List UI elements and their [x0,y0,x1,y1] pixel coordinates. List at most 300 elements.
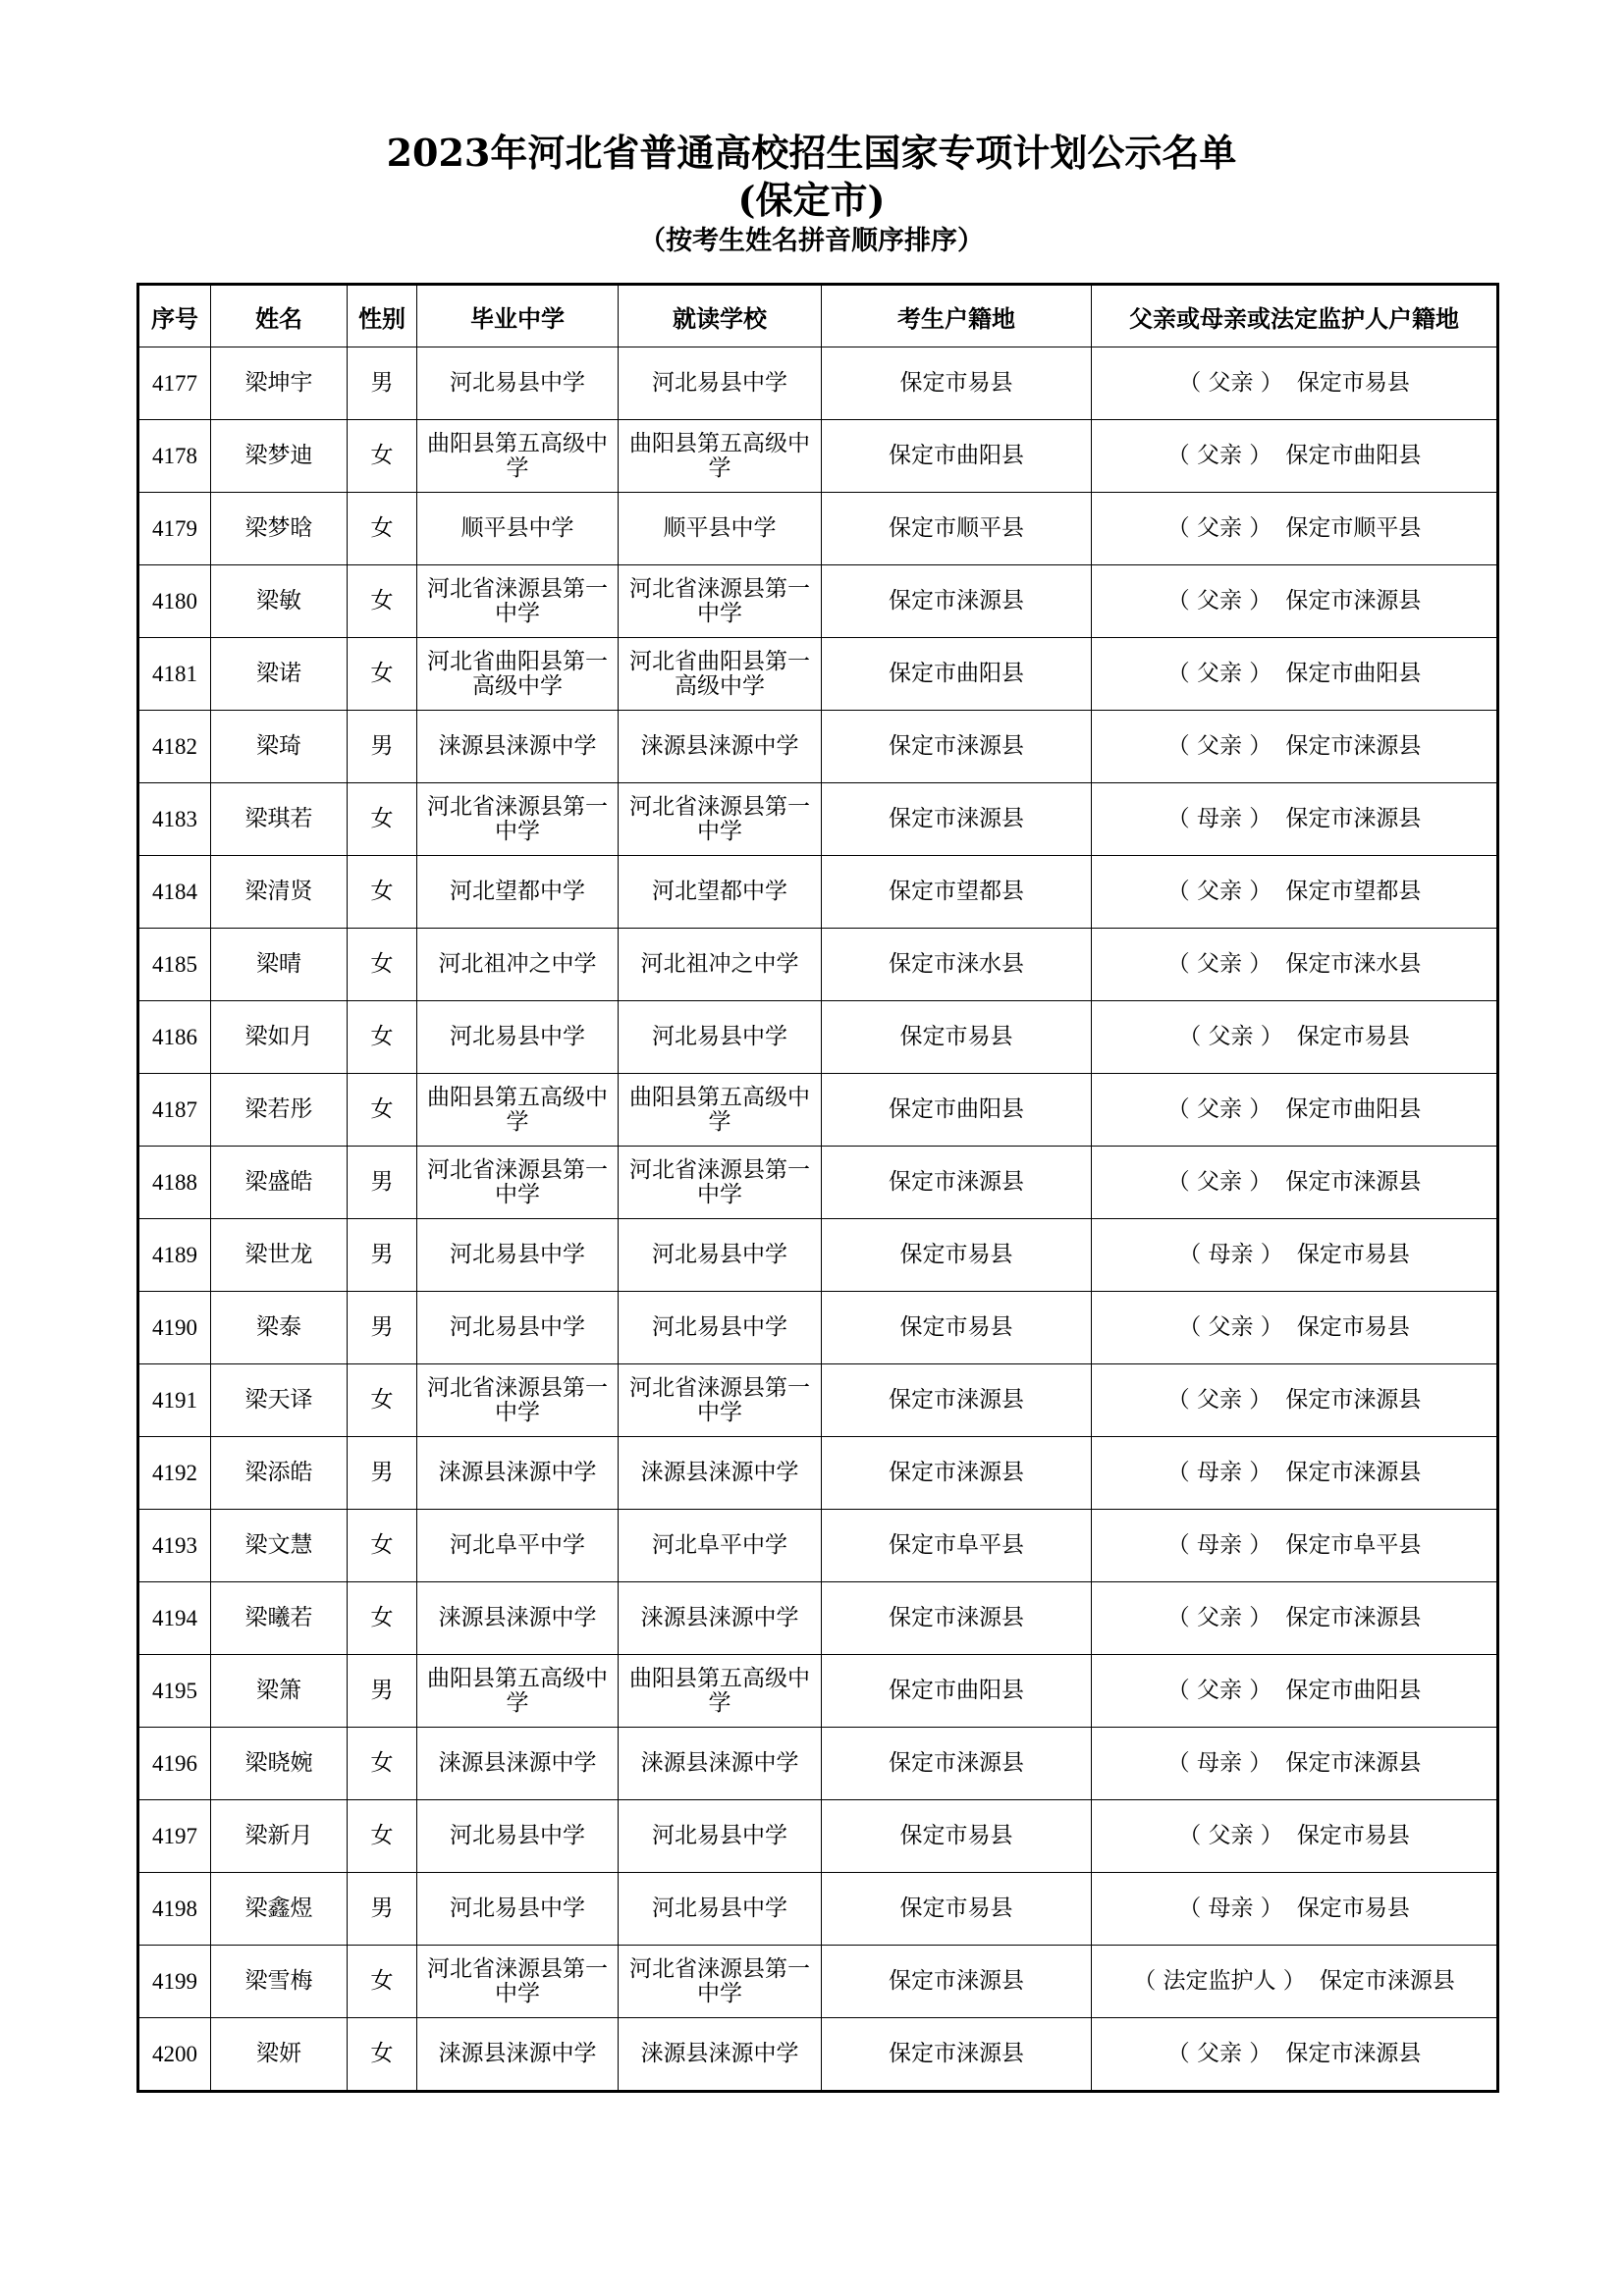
guardian-place: 保定市涞水县 [1285,951,1422,977]
student-name: 梁妍 [211,2018,348,2092]
study-school-cell [619,929,822,1001]
student-hukou: 保定市阜平县 [822,1510,1092,1582]
grad-school: 河北省涞源县第一中学 [427,793,608,844]
table-row [138,856,1498,929]
study-school-cell [619,1946,822,2018]
row-no: 4200 [138,2018,211,2092]
student-name: 梁盛皓 [211,1147,348,1219]
guardian-relation: （ 母亲 ） [1166,806,1272,831]
study-school-cell [619,1728,822,1800]
roster-table [136,283,1499,2093]
student-gender: 男 [348,1437,417,1510]
table-row [138,1364,1498,1437]
study-school: 涞源县涞源中学 [640,1460,799,1485]
study-school-cell [619,783,822,856]
header-grad-school: 毕业中学 [417,285,619,347]
grad-school: 涞源县涞源中学 [438,1460,597,1485]
student-hukou: 保定市涞源县 [822,1582,1092,1655]
guardian-hukou-cell [1092,1074,1498,1147]
guardian-hukou-cell [1092,2018,1498,2092]
guardian-place: 保定市阜平县 [1285,1532,1422,1558]
guardian-place: 保定市涞源县 [1285,1605,1422,1630]
table-row [138,1655,1498,1728]
grad-school-cell [417,493,619,565]
student-name: 梁晴 [211,929,348,1001]
guardian-place: 保定市涞源县 [1285,588,1422,614]
guardian-hukou-cell [1092,1946,1498,2018]
student-gender: 女 [348,2018,417,2092]
study-school: 河北省涞源县第一中学 [629,1374,810,1425]
student-name: 梁梦迪 [211,420,348,493]
guardian-hukou-cell [1092,638,1498,711]
grad-school: 河北省涞源县第一中学 [427,1374,608,1425]
study-school: 河北易县中学 [652,370,787,396]
table-row [138,565,1498,638]
guardian-place: 保定市望都县 [1285,879,1422,904]
student-gender: 女 [348,565,417,638]
guardian-place: 保定市涞源县 [1285,1460,1422,1485]
guardian-relation: （ 父亲 ） [1166,951,1272,977]
guardian-place: 保定市曲阳县 [1285,1096,1422,1122]
row-no: 4188 [138,1147,211,1219]
guardian-hukou-cell [1092,1582,1498,1655]
study-school: 河北易县中学 [652,1242,787,1267]
guardian-place: 保定市易县 [1296,1024,1410,1049]
grad-school-cell [417,638,619,711]
grad-school-cell [417,1800,619,1873]
student-gender: 女 [348,1728,417,1800]
guardian-relation: （ 父亲 ） [1166,1605,1272,1630]
guardian-place: 保定市顺平县 [1285,515,1422,541]
guardian-relation: （ 父亲 ） [1166,661,1272,686]
page-title: 2023年河北省普通高校招生国家专项计划公示名单 [386,131,1237,175]
grad-school: 河北省涞源县第一中学 [427,1955,608,2006]
guardian-hukou-cell [1092,493,1498,565]
student-hukou: 保定市涞源县 [822,1437,1092,1510]
study-school-cell [619,711,822,783]
guardian-place: 保定市易县 [1296,1314,1410,1340]
student-gender: 女 [348,1946,417,2018]
grad-school: 河北阜平中学 [450,1532,585,1558]
student-name: 梁世龙 [211,1219,348,1292]
student-gender: 女 [348,1800,417,1873]
guardian-hukou-cell [1092,565,1498,638]
grad-school-cell [417,565,619,638]
row-no: 4191 [138,1364,211,1437]
study-school-cell [619,2018,822,2092]
study-school: 河北省涞源县第一中学 [629,575,810,626]
grad-school-cell [417,1655,619,1728]
guardian-place: 保定市涞源县 [1285,1750,1422,1776]
student-gender: 男 [348,1292,417,1364]
page-subtitle: (保定市) [737,178,886,222]
student-gender: 男 [348,1219,417,1292]
grad-school: 河北省涞源县第一中学 [427,1156,608,1207]
guardian-place: 保定市涞源县 [1285,2041,1422,2066]
study-school: 河北阜平中学 [652,1532,787,1558]
grad-school: 涞源县涞源中学 [438,2041,597,2066]
grad-school-cell [417,783,619,856]
guardian-hukou-cell [1092,711,1498,783]
row-no: 4183 [138,783,211,856]
student-gender: 女 [348,1510,417,1582]
grad-school: 曲阳县第五高级中学 [427,1084,608,1135]
guardian-relation: （ 父亲 ） [1166,588,1272,614]
student-hukou: 保定市顺平县 [822,493,1092,565]
guardian-place: 保定市易县 [1296,1896,1410,1921]
row-no: 4184 [138,856,211,929]
grad-school-cell [417,1074,619,1147]
grad-school-cell [417,711,619,783]
student-gender: 女 [348,1074,417,1147]
guardian-relation: （ 法定监护人 ） [1133,1968,1306,1994]
student-name: 梁新月 [211,1800,348,1873]
study-school-cell [619,1292,822,1364]
header-name: 姓名 [211,285,348,347]
guardian-place: 保定市涞源县 [1285,733,1422,759]
row-no: 4181 [138,638,211,711]
student-name: 梁坤宇 [211,347,348,420]
guardian-place: 保定市曲阳县 [1285,1678,1422,1703]
student-gender: 女 [348,783,417,856]
student-hukou: 保定市涞源县 [822,1147,1092,1219]
student-hukou: 保定市涞源县 [822,1364,1092,1437]
grad-school-cell [417,1946,619,2018]
row-no: 4178 [138,420,211,493]
study-school: 河北省曲阳县第一高级中学 [629,648,810,699]
student-gender: 女 [348,929,417,1001]
grad-school-cell [417,1873,619,1946]
table-row [138,1074,1498,1147]
study-school: 河北易县中学 [652,1823,787,1848]
grad-school: 曲阳县第五高级中学 [427,430,608,481]
student-hukou: 保定市涞源县 [822,783,1092,856]
table-row [138,711,1498,783]
grad-school: 涞源县涞源中学 [438,733,597,759]
study-school-cell [619,1582,822,1655]
table-row [138,638,1498,711]
student-name: 梁如月 [211,1001,348,1074]
header-hukou: 考生户籍地 [822,285,1092,347]
header-no: 序号 [138,285,211,347]
student-name: 梁天译 [211,1364,348,1437]
row-no: 4194 [138,1582,211,1655]
student-hukou: 保定市易县 [822,1873,1092,1946]
guardian-place: 保定市涞源县 [1285,806,1422,831]
row-no: 4193 [138,1510,211,1582]
student-hukou: 保定市曲阳县 [822,420,1092,493]
guardian-hukou-cell [1092,1219,1498,1292]
guardian-hukou-cell [1092,1292,1498,1364]
guardian-relation: （ 父亲 ） [1178,1024,1283,1049]
guardian-relation: （ 母亲 ） [1178,1896,1283,1921]
student-name: 梁雪梅 [211,1946,348,2018]
table-row [138,1873,1498,1946]
grad-school-cell [417,1147,619,1219]
guardian-relation: （ 母亲 ） [1166,1750,1272,1776]
grad-school-cell [417,1437,619,1510]
grad-school-cell [417,1364,619,1437]
study-school-cell [619,565,822,638]
table-row [138,1147,1498,1219]
guardian-hukou-cell [1092,1655,1498,1728]
student-name: 梁梦晗 [211,493,348,565]
table-row [138,1001,1498,1074]
grad-school-cell [417,1728,619,1800]
student-gender: 男 [348,711,417,783]
sort-note: （按考生姓名拼音顺序排序） [639,226,984,256]
guardian-relation: （ 父亲 ） [1166,733,1272,759]
table-row [138,420,1498,493]
row-no: 4186 [138,1001,211,1074]
grad-school: 河北祖冲之中学 [438,951,597,977]
row-no: 4199 [138,1946,211,2018]
study-school-cell [619,347,822,420]
grad-school-cell [417,347,619,420]
grad-school-cell [417,929,619,1001]
row-no: 4189 [138,1219,211,1292]
header-study-school: 就读学校 [619,285,822,347]
grad-school-cell [417,856,619,929]
row-no: 4187 [138,1074,211,1147]
student-gender: 女 [348,1364,417,1437]
student-hukou: 保定市易县 [822,347,1092,420]
guardian-relation: （ 父亲 ） [1166,1387,1272,1413]
study-school: 曲阳县第五高级中学 [629,1665,810,1716]
table-row [138,1219,1498,1292]
grad-school: 河北省曲阳县第一高级中学 [427,648,608,699]
header-gender: 性别 [348,285,417,347]
guardian-hukou-cell [1092,1147,1498,1219]
student-hukou: 保定市涞源县 [822,1728,1092,1800]
student-hukou: 保定市涞源县 [822,1946,1092,2018]
guardian-place: 保定市易县 [1296,370,1410,396]
guardian-relation: （ 父亲 ） [1166,1678,1272,1703]
study-school-cell [619,1873,822,1946]
guardian-relation: （ 父亲 ） [1166,443,1272,468]
student-name: 梁敏 [211,565,348,638]
header-row [138,285,1498,347]
guardian-relation: （ 父亲 ） [1166,879,1272,904]
study-school: 涞源县涞源中学 [640,2041,799,2066]
row-no: 4182 [138,711,211,783]
guardian-relation: （ 父亲 ） [1178,1314,1283,1340]
guardian-hukou-cell [1092,783,1498,856]
study-school-cell [619,493,822,565]
roster-body [138,347,1498,2092]
student-hukou: 保定市涞源县 [822,711,1092,783]
student-name: 梁鑫煜 [211,1873,348,1946]
study-school: 涞源县涞源中学 [640,1605,799,1630]
study-school-cell [619,1147,822,1219]
row-no: 4197 [138,1800,211,1873]
table-row [138,1946,1498,2018]
student-name: 梁若彤 [211,1074,348,1147]
grad-school: 涞源县涞源中学 [438,1605,597,1630]
study-school: 涞源县涞源中学 [640,1750,799,1776]
student-gender: 男 [348,1147,417,1219]
guardian-hukou-cell [1092,347,1498,420]
guardian-relation: （ 母亲 ） [1178,1242,1283,1267]
guardian-hukou-cell [1092,1800,1498,1873]
guardian-relation: （ 父亲 ） [1178,370,1283,396]
student-gender: 男 [348,1655,417,1728]
study-school: 河北易县中学 [652,1024,787,1049]
table-row [138,1728,1498,1800]
grad-school-cell [417,1219,619,1292]
guardian-relation: （ 父亲 ） [1166,515,1272,541]
guardian-hukou-cell [1092,1873,1498,1946]
guardian-hukou-cell [1092,1510,1498,1582]
guardian-relation: （ 父亲 ） [1166,1096,1272,1122]
grad-school: 河北望都中学 [450,879,585,904]
guardian-place: 保定市涞源县 [1285,1169,1422,1195]
grad-school-cell [417,1582,619,1655]
student-name: 梁箫 [211,1655,348,1728]
grad-school: 涞源县涞源中学 [438,1750,597,1776]
table-row [138,1800,1498,1873]
study-school-cell [619,1655,822,1728]
student-gender: 女 [348,856,417,929]
guardian-relation: （ 父亲 ） [1166,1169,1272,1195]
row-no: 4195 [138,1655,211,1728]
study-school-cell [619,1001,822,1074]
student-name: 梁泰 [211,1292,348,1364]
study-school-cell [619,1219,822,1292]
grad-school: 河北省涞源县第一中学 [427,575,608,626]
study-school-cell [619,420,822,493]
row-no: 4185 [138,929,211,1001]
grad-school: 河北易县中学 [450,370,585,396]
student-hukou: 保定市曲阳县 [822,1074,1092,1147]
grad-school-cell [417,420,619,493]
guardian-relation: （ 父亲 ） [1178,1823,1283,1848]
study-school-cell [619,856,822,929]
student-name: 梁诺 [211,638,348,711]
row-no: 4196 [138,1728,211,1800]
study-school: 河北易县中学 [652,1896,787,1921]
table-row [138,1437,1498,1510]
study-school-cell [619,1074,822,1147]
student-hukou: 保定市曲阳县 [822,638,1092,711]
student-name: 梁曦若 [211,1582,348,1655]
student-hukou: 保定市易县 [822,1001,1092,1074]
student-name: 梁添皓 [211,1437,348,1510]
grad-school: 河北易县中学 [450,1024,585,1049]
guardian-hukou-cell [1092,929,1498,1001]
guardian-place: 保定市涞源县 [1285,1387,1422,1413]
student-name: 梁琦 [211,711,348,783]
grad-school-cell [417,2018,619,2092]
grad-school-cell [417,1510,619,1582]
grad-school: 河北易县中学 [450,1823,585,1848]
guardian-relation: （ 母亲 ） [1166,1460,1272,1485]
table-row [138,1582,1498,1655]
student-name: 梁琪若 [211,783,348,856]
guardian-relation: （ 父亲 ） [1166,2041,1272,2066]
guardian-place: 保定市曲阳县 [1285,661,1422,686]
student-hukou: 保定市易县 [822,1800,1092,1873]
row-no: 4180 [138,565,211,638]
student-hukou: 保定市易县 [822,1219,1092,1292]
grad-school: 河北易县中学 [450,1896,585,1921]
student-gender: 女 [348,493,417,565]
guardian-hukou-cell [1092,856,1498,929]
student-gender: 男 [348,347,417,420]
table-row [138,2018,1498,2092]
grad-school: 顺平县中学 [460,515,574,541]
study-school: 河北易县中学 [652,1314,787,1340]
student-hukou: 保定市涞水县 [822,929,1092,1001]
guardian-place: 保定市曲阳县 [1285,443,1422,468]
grad-school: 河北易县中学 [450,1242,585,1267]
row-no: 4190 [138,1292,211,1364]
row-no: 4177 [138,347,211,420]
study-school: 河北祖冲之中学 [640,951,799,977]
student-hukou: 保定市望都县 [822,856,1092,929]
guardian-relation: （ 母亲 ） [1166,1532,1272,1558]
student-hukou: 保定市曲阳县 [822,1655,1092,1728]
student-gender: 女 [348,1582,417,1655]
row-no: 4198 [138,1873,211,1946]
grad-school-cell [417,1001,619,1074]
table-row [138,347,1498,420]
student-gender: 男 [348,1873,417,1946]
table-row [138,783,1498,856]
table-row [138,1510,1498,1582]
row-no: 4179 [138,493,211,565]
student-hukou: 保定市易县 [822,1292,1092,1364]
study-school: 曲阳县第五高级中学 [629,1084,810,1135]
guardian-hukou-cell [1092,1728,1498,1800]
table-row [138,493,1498,565]
study-school: 河北省涞源县第一中学 [629,1156,810,1207]
study-school: 曲阳县第五高级中学 [629,430,810,481]
study-school: 顺平县中学 [663,515,777,541]
guardian-hukou-cell [1092,1001,1498,1074]
guardian-hukou-cell [1092,1364,1498,1437]
study-school: 河北省涞源县第一中学 [629,793,810,844]
study-school: 涞源县涞源中学 [640,733,799,759]
student-name: 梁清贤 [211,856,348,929]
guardian-hukou-cell [1092,420,1498,493]
header-guardian-hukou: 父亲或母亲或法定监护人户籍地 [1092,285,1498,347]
grad-school: 河北易县中学 [450,1314,585,1340]
student-hukou: 保定市涞源县 [822,565,1092,638]
row-no: 4192 [138,1437,211,1510]
study-school: 河北省涞源县第一中学 [629,1955,810,2006]
study-school-cell [619,638,822,711]
guardian-place: 保定市易县 [1296,1823,1410,1848]
grad-school-cell [417,1292,619,1364]
table-row [138,929,1498,1001]
student-gender: 女 [348,420,417,493]
study-school-cell [619,1800,822,1873]
guardian-hukou-cell [1092,1437,1498,1510]
table-row [138,1292,1498,1364]
study-school: 河北望都中学 [652,879,787,904]
study-school-cell [619,1510,822,1582]
student-gender: 女 [348,638,417,711]
guardian-place: 保定市易县 [1296,1242,1410,1267]
student-name: 梁文慧 [211,1510,348,1582]
guardian-place: 保定市涞源县 [1319,1968,1455,1994]
student-hukou: 保定市涞源县 [822,2018,1092,2092]
student-gender: 女 [348,1001,417,1074]
study-school-cell [619,1364,822,1437]
student-name: 梁晓婉 [211,1728,348,1800]
study-school-cell [619,1437,822,1510]
